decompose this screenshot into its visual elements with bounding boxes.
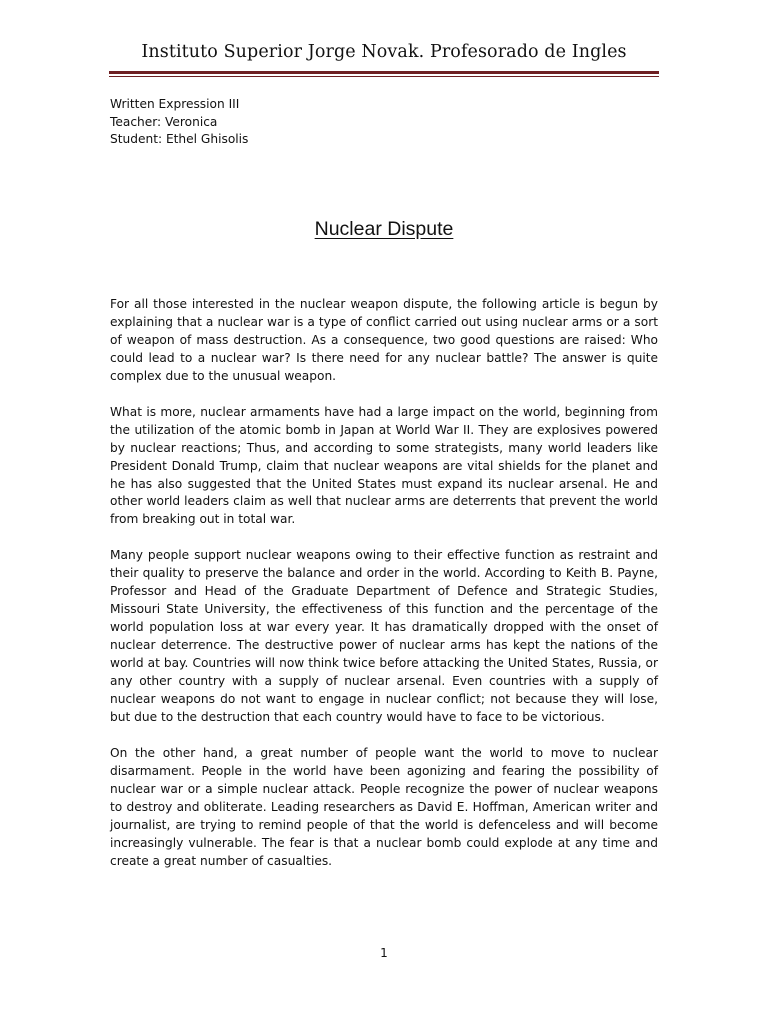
paragraph-4: On the other hand, a great number of people want the world to move to nuclear disarmament. People in the world have been agonizing and fearing the possibility of nuclear war or a simple nuclear attack. People recognize the power of nuclear weapons to destroy and obliterate. Leading researchers as David E. Hoffman, American writer and journalist, are trying to remind people of that the world is defenceless and will become increasingly vulnerable. The fear is that a nuclear bomb could explode at any time and create a great number of casualties. (110, 745, 658, 868)
header-rule-thick (109, 71, 659, 74)
document-body (110, 296, 658, 888)
document-meta (110, 96, 248, 149)
paragraph-2: What is more, nuclear armaments have had a large impact on the world, beginning from the utilization of the atomic bomb in Japan at World War II. They are explosives powered by nuclear reactions; Thus, and according to some strategists, many world leaders like President Donald Trump, claim that nuclear weapons are vital shields for the planet and he has also suggested that the United States must expand its nuclear arsenal. He and other world leaders claim as well that nuclear arms are deterrents that prevent the world from breaking out in total war. (110, 404, 658, 527)
course-line: Written Expression III (110, 97, 240, 111)
document-title: Nuclear Dispute (314, 218, 454, 240)
header-rule-thin (109, 76, 659, 77)
paragraph-3: Many people support nuclear weapons owing to their effective function as restraint and their quality to preserve the balance and order in the world. According to Keith B. Payne, Professor and Head of the Graduate Department of Defence and Strategic Studies, Missouri State University, the effectiveness of this function and the percentage of the world population loss at war every year. It has dramatically dropped with the onset of nuclear deterrence. The destructive power of nuclear arms has kept the nations of the world at bay. Countries will now think twice before attacking the United States, Russia, or any other country with a supply of nuclear arsenal. Even countries with a supply of nuclear weapons do not want to engage in nuclear conflict; not because they will lose, but due to the destruction that each country would have to face to be victorious. (110, 548, 658, 724)
teacher-line: Teacher: Veronica (110, 114, 218, 129)
paragraph-1: For all those interested in the nuclear weapon dispute, the following article is begun by explaining that a nuclear war is a type of conflict carried out using nuclear arms or a sort of weapon of mass destruction. As a consequence, two good questions are raised: Who could lead to a nuclear war? Is there need for any nuclear battle? The answer is quite complex due to the unusual weapon. (110, 297, 658, 383)
header-institution: Instituto Superior Jorge Novak. Profesorado de Ingles (141, 42, 627, 62)
page-number: 1 (380, 946, 388, 960)
student-line: Student: Ethel Ghisolis (110, 132, 249, 146)
